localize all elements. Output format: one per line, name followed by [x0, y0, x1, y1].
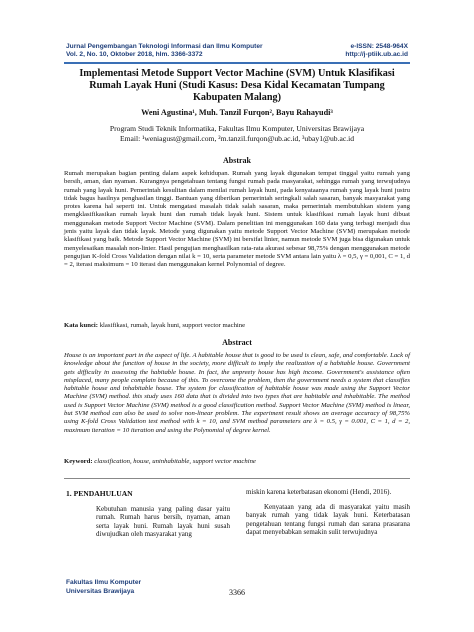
header-rule [64, 62, 410, 64]
section-rule [64, 478, 410, 479]
abstrak-body [64, 170, 410, 270]
journal-url: http://j-ptiik.ub.ac.id [345, 51, 408, 59]
title-line: Rumah Layak Huni (Studi Kasus: Desa Kidal Kecamatan Tumpang [89, 80, 385, 91]
right-column [246, 488, 410, 537]
body-paragraph: miskin karena keterbatasan ekonomi (Hendi, 2016). [246, 488, 392, 496]
section-heading: 1. PENDAHULUAN [66, 489, 133, 498]
author-list: Weni Agustina¹, Muh. Tanzil Furqon², Bayu Rahayudi³ [141, 108, 333, 117]
abstract-heading: Abstract [222, 338, 252, 347]
keywords: Keyword: classification, house, uninhabitable, support vector machine [64, 458, 256, 465]
title-line: Kabupaten Malang) [192, 92, 282, 103]
title-line: Implementasi Metode Support Vector Machine (SVM) Untuk Klasifikasi [79, 68, 395, 79]
left-column [66, 490, 230, 539]
kata-kunci-label: Kata kunci [64, 322, 96, 329]
footer-university: Universitas Brawijaya [66, 588, 135, 595]
body-paragraph: Kebutuhan manusia yang paling dasar yaitu rumah. Rumah harus bersih, nyaman, aman serta layak huni. Rumah layak huni susah diwujudkan oleh masyarakat yang [96, 504, 230, 539]
affiliation: Program Studi Teknik Informatika, Fakultas Ilmu Komputer, Universitas Brawijaya [109, 124, 365, 133]
abstrak-text: Rumah merupakan bagian penting dalam aspek kehidupan. Rumah yang layak digunakan tempat tinggal yaitu rumah yang bersih, aman, dan nyaman. Kurangnya pengetahuan tentang fungsi rumah pada masyarakat, sehingga rumah yang terwujudnya rumah yang layak huni. Pemerintah kesulitan dalam menilai rumah layak huni, pada kenyataanya rumah yang layak huni justru tidak bagus hasilnya penghasilan tinggi. Bantuan yang diberikan pemerintah seringkali salah sasaran, banyak masyarakat yang protes karena hal seperti ini. Untuk mengatasi masalah tidak salah sasaran, maka pemerintah membutuhkan sistem yang mengklasifikasikan rumah layak huni dan rumah tidak layak huni. Sistem untuk klasifikasi rumah layak huni dibuat menggunakan metode Support Vector Machine (SVM). Dalam penelitian ini menggunakan 160 data yang terbagi menjadi dua jenis yaitu layak dan tidak layak. Metode yang digunakan yaitu metode Support Vector Machine (SVM) merupakan metode klasifikasi yang baik. Metode Support Vector Machine (SVM) ini bersifat linier, namun metode SVM juga bisa digunakan untuk menyelesaikan masalah non-linier. Hasil pengujian menghasilkan rata-rata akurasi sebesar 98,75% dengan menggunakan metode pengujian K-fold Cross Validation dengan nilai k = 10, serta parameter metode SVM antara lain yaitu λ = 0,5, γ = 0,001, C = 1, d = 2, iterasi maksimum = 10 iterasi dan menggunakan kernel Polynomial of degree. [64, 170, 410, 269]
kata-kunci-values: klasifikasi, rumah, layak huni, support vector machine [99, 322, 246, 329]
body-paragraph: Kenyataan yang ada di masyarakat yaitu masih banyak rumah yang tidak layak huni. Keterbatasan pengetahuan tentang fungsi rumah dan sarana prasarana dapat menyebabkan semakin sulit terwujudnya [246, 502, 410, 537]
page-number: 3366 [229, 588, 245, 597]
abstract-body [64, 352, 410, 435]
abstrak-heading: Abstrak [222, 156, 251, 165]
keywords-label: Keyword [64, 458, 91, 465]
journal-eissn: e-ISSN: 2548-964X [350, 43, 408, 50]
author-emails: Email: ¹weniagust@gmail.com, ²m.tanzil.furqon@ub.ac.id, ³ubay1@ub.ac.id [119, 134, 355, 143]
paper-title [64, 68, 410, 104]
journal-header [66, 43, 263, 60]
abstract-text: House is an important part in the aspect of life. A habitable house that is good to be used is clean, safe, and comfortable. Lack of knowledge about the function of house in the society, more difficult to imply the realization of a habitable house. Government gets difficulty in assessing the habitable house. In fact, the unpreety house has high income. Government's assistance often misplaced, many people complain because of this. To overcome the problem, then the government needs a system that classifies habitable house and inhabitable house. The system for classification of habitable house was made using the Support Vector Machine (SVM) method. this study uses 160 data that is divided into two types that are habitable and inhabitable. The method used is Support Vector Machine (SVM) method is a good classification method. Support Vector Machine (SVM) method is linear, but SVM method can also be used to solve non-linear problem. The experiment result shows an average accuracy of 98,75% using K-fold Cross Validation test method with k = 10, and SVM method parameters are λ = 0.5, γ = 0.001, C = 1, d = 2, maximum iteration = 10 iteration and using the Polynomial of degree kernel. [64, 352, 410, 434]
journal-volume: Vol. 2, No. 10, Oktober 2018, hlm. 3366-3372 [66, 51, 203, 59]
keywords-values: classification, house, uninhabitable, support vector machine [94, 458, 256, 465]
journal-issn-block [345, 43, 408, 60]
journal-name: Jurnal Pengembangan Teknologi Informasi dan Ilmu Komputer [66, 43, 263, 50]
kata-kunci: Kata kunci: klasifikasi, rumah, layak huni, support vector machine [64, 322, 246, 329]
affiliation-block [64, 124, 410, 144]
footer-faculty: Fakultas Ilmu Komputer [66, 579, 142, 586]
